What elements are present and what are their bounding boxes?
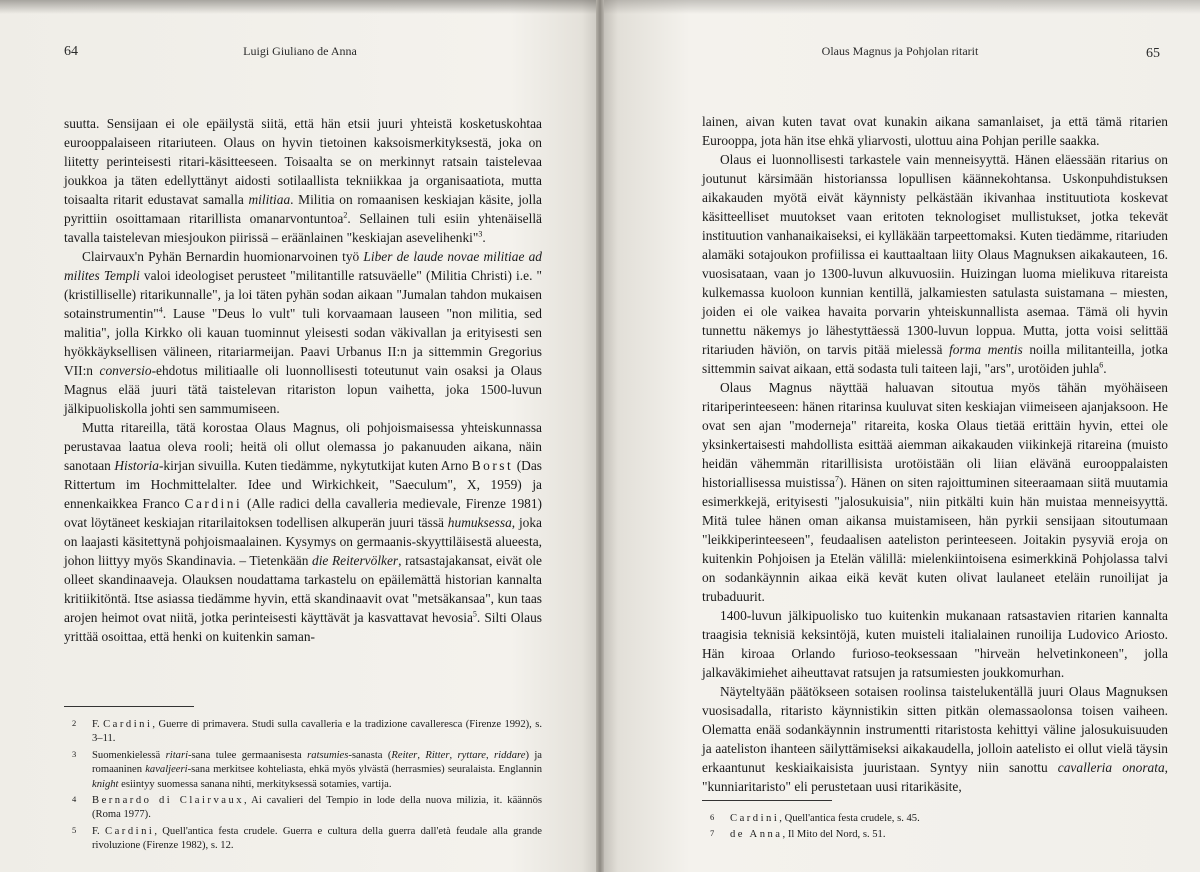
body-text bbox=[702, 112, 1168, 796]
paragraph: suutta. Sensijaan ei ole epäilystä siitä, että hän etsii juuri yhteistä kosketuskohtaa eurooppalaiseen ritariuteen. Olaus on hyvin tietoinen kaksoismerkityksestä, joka on liitetty perinteisesti ritari-käsitteeseen. Toisaalta se on merkinnyt ratsain taistelevaa joukkoa ja täten edellyttänyt aidosti sotilaallista tekniikkaa ja organisaatiota, mutta toisaalta ritarit edustavat samalla militiaa. Militia on romaanisen keskiajan käsite, jolla pyrittiin osoittamaan ritarillista omanarvontuntoa$^2$. Sellainen tuli esiin yhtenäisellä tavalla taistelevan miesjoukon piirissä – eräänlainen "keskiajan asevelihenki"$^3$. bbox=[64, 116, 542, 245]
footnote-number: 3 bbox=[72, 748, 77, 759]
footnote-text: de Anna, Il Mito del Nord, s. 51. bbox=[730, 829, 886, 841]
footnote-ref: 5 bbox=[472, 609, 477, 619]
italic-text: riddare bbox=[494, 749, 526, 761]
spaced-name: Cardini bbox=[103, 719, 153, 730]
footnotes bbox=[64, 718, 542, 856]
footnote bbox=[64, 794, 542, 823]
spaced-name: Cardini bbox=[730, 813, 780, 824]
footnote-ref: 3 bbox=[478, 229, 483, 239]
footnote-rule bbox=[64, 706, 194, 707]
page-number: 64 bbox=[64, 44, 78, 59]
page-number: 65 bbox=[1146, 46, 1160, 61]
spaced-name: Bernardo di Clairvaux bbox=[92, 795, 245, 807]
paragraph: Olaus Magnus näyttää haluavan sitoutua myös tähän myöhäiseen ritariperinteeseen: hänen ritarinsa kuuluvat siten keskiajan viimeiseen ajanjaksoon. He ovat sen ajan "moderneja" ritareita, koska Olaus tietää erittäin hyvin, ettei ole yksinkertaisesti mahdollista esittää aiemman aikakauden viikinkejä ritareina (muisto heidän vähemmän ritarillisista urotöistään oli liian elävänä eurooppalaisten historiallisessa muistissa$^7$). Hänen on siten rajoittuminen siteeraamaan siitä muutamia esimerkkejä, erityisesti "jalosukuisia", niin pitkälti kuin hän muistaa menneisyyttä. Mitä tulee hänen oman aikansa muistamiseen, hän pyrkii sensijaan sitoutumaan "leikkiperinteeseen", feudaalisen aateliston perinteeseen. Joitakin pysyviä eroja on kuitenkin Pohjoisen ja Etelän välillä: mielenkiintoisena esimerkkinä Pohjolassa talvi on sodankäynnin aikaa eikä kevät kuten olivat laulaneet eteläin runoilijat ja trubaduurit. bbox=[702, 380, 1169, 604]
footnote-number: 5 bbox=[72, 824, 77, 835]
paragraph: lainen, aivan kuten tavat ovat kunakin aikana samanlaiset, ja että tämä ritarien Eurooppa, jota hän itse ehkä yliarvosti, ulottuu aina Pohjan perille saakka. bbox=[702, 114, 1168, 148]
italic-text: die Reitervölker bbox=[312, 553, 399, 568]
footnote bbox=[64, 825, 542, 854]
italic-text: ratsumies bbox=[307, 749, 349, 761]
italic-text: Ritter bbox=[425, 749, 450, 761]
spaced-name: Cardini bbox=[184, 496, 243, 511]
italic-text: cavalleria onorata bbox=[1057, 760, 1165, 775]
top-shadow bbox=[0, 0, 600, 14]
footnote-text: Cardini, Quell'antica festa crudele, s. 45. bbox=[730, 813, 920, 824]
footnote-number: 4 bbox=[72, 794, 77, 805]
paragraph: Olaus ei luonnollisesti tarkastele vain menneisyyttä. Hänen eläessään ritarius on joutunut kärsimään historianssa lopullisen käännekohtansa. Uskonpuhdistuksen aikakauden myötä eivät käynnisty pelkästään ikivanhaa instituutiota koskevat käsitteelliset muutokset vaan eritoten teknologiset mullistukset, jotka tekevät instituution vanhanaikaiseksi, ei kylläkään tarpeettomaksi. Kuten tiedämme, ritariuden alamäki sotajoukon profiilissa ei kauttaaltaan liity Olaus Magnuksen aikakauteen, 16. vuosisataan, vaan jo 1300-luvun alkuvuosiin. Huizingan luoma mielikuva ritareista kulkemassa kuoloon kunnian kentillä, jalkamiesten satulasta suistamana – miesten, joiden ei ole vaikea havaita porvarin yhteiskunnallista asemaa. Tämä oli hyvin tunnettu näkemys jo lähestyttäessä 1300-luvun loppua. Mutta, jotta voisi selittää ritariuden häviön, on tarvis pitää mielessä forma mentis noilla militanteilla, jotka sittemmin saivat aikaan, että sodasta tuli taiteen laji, "ars", urotöiden juhla$^6$. bbox=[702, 152, 1169, 376]
paragraph: Mutta ritareilla, tätä korostaa Olaus Magnus, oli pohjoismaisessa yhteiskunnassa perustavaa laatua oleva rooli; heitä oli ollut olemassa jo pakanuuden aikana, näin sanotaan Historia-kirjan sivuilla. Kuten tiedämme, nykytutkijat kuten Arno Borst (Das Rittertum im Hochmittelalter. Idee und Wirkichkeit, "Saeculum", X, 1959) ja ennenkaikkea Franco Cardini (Alle radici della cavalleria medievale, Firenze 1981) ovat löytäneet keskiajan ritarilaitoksen todellisen alkuperän juuri tässä humuksessa, joka on laajasti käsitettynä pohjoismaalainen. Kysymys on germaanis-skyyttiläisestä alueesta, johon liittyy myös Skandinavia. – Tietenkään die Reitervölker, ratsastajakansat, eivät ole olleet skandinaaveja. Olauksen noudattama tarkastelu on epäilemättä historian kannalta kritiikitöntä. Itse asiassa tiedämme hyvin, että skandinaavit ovat "metsäkansaa", kun taas arojen heimot ovat niitä, jotka perinteisesti käyttävät ja kasvattavat hevosia$^5$. Silti Olaus yrittää osoittaa, että henki on kuitenkin saman- bbox=[64, 420, 543, 644]
footnote-number: 2 bbox=[72, 718, 77, 728]
footnote-ref: 4 bbox=[158, 305, 163, 315]
book-gutter bbox=[596, 0, 604, 872]
italic-text: ryttare bbox=[457, 749, 486, 761]
footnote-text: F. Cardini, Quell'antica festa crudele. Guerra e cultura della guerra dall'età feudale alla grande rivoluzione (Firenze 1982), s. 12. bbox=[92, 825, 543, 852]
italic-text: militiaa bbox=[248, 192, 291, 207]
italic-text: forma mentis bbox=[949, 342, 1023, 357]
italic-text: conversio bbox=[99, 363, 152, 378]
italic-text: Liber de laude novae militiae ad milites Templi bbox=[64, 249, 542, 283]
italic-text: Historia bbox=[114, 458, 159, 473]
body-text bbox=[64, 114, 542, 646]
spaced-name: de Anna bbox=[730, 829, 783, 841]
footnote bbox=[64, 718, 542, 747]
italic-text: ritari bbox=[165, 749, 189, 761]
footnote bbox=[702, 828, 1168, 842]
footnote-text: Bernardo di Clairvaux, Ai cavalieri del Tempio in lode della nuova milizia, it. käännös (Roma 1977). bbox=[92, 795, 542, 821]
paragraph: Näyteltyään päätökseen sotaisen roolinsa taistelukentällä juuri Olaus Magnuksen vuosisadalla, ritaristo käynnistikin sitten pitkän olemassaolonsa toisen vaiheen. Olematta enää sodankäynnin instrumentti ritaristosta kehittyi väline jalosukuisuuden ja aateliston ihanteen säilyttämiseksi aikakaudella, jolloin aatelisto ei ollut vielä täysin erkaantunut keskiaikaisista juuristaan. Syntyy niin sanottu cavalleria onorata, "kunniaritaristo" eli perustetaan uusi ritarikäsite, bbox=[702, 684, 1168, 794]
running-head: Luigi Giuliano de Anna bbox=[243, 44, 357, 58]
footnote-ref: 2 bbox=[343, 210, 348, 220]
footnote bbox=[702, 812, 1168, 826]
spaced-name: Borst bbox=[471, 458, 514, 473]
running-head: Olaus Magnus ja Pohjolan ritarit bbox=[821, 44, 979, 58]
footnote-ref: 7 bbox=[834, 474, 839, 484]
paragraph: Clairvaux'n Pyhän Bernardin huomionarvoinen työ Liber de laude novae militiae ad milites Templi valoi ideologiset perusteet "militantille ratsuväelle" (Militia Christi) i.e. "(kristilliselle) ritarikunnalle", ja loi täten pyhän sodan aikaan "Jumalan tahdon mukaisen sotainstrumentin"$^4$. Lause "Deus lo vult" tuli korvaamaan lauseen "non militia, sed malitia", jolla Kirkko oli kauan tuominnut yleisesti sodan väkivallan ja erityisesti sen hyökkäyksellisen välineen, ritariarmeijan. Paavi Urbanus II:n ja sittemmin Gregorius VII:n conversio-ehdotus militiaalle oli luonnollisesti toteutunut vain osaksi ja Olaus Magnus elää juuri tätä taistelevan ritariston lopun vaihetta, joka 1500-luvun jälkipuoliskolla johti sen sammumiseen. bbox=[64, 249, 542, 416]
footnote-number: 7 bbox=[710, 828, 715, 839]
right-page bbox=[600, 0, 1200, 872]
paragraph: 1400-luvun jälkipuolisko tuo kuitenkin mukanaan ratsastavien ritarien kannalta traagisia teknisiä keksintöjä, kuten muisteli italialainen runoilija Ludovico Ariosto. Hän kiroaa Orlando furioso-teoksessaan "hirveän helvetinkoneen", jolla jalkaväkimiehet aiheuttavat ratsujen ja ratsumiesten joukkomurhan. bbox=[702, 608, 1168, 680]
footnote-rule bbox=[702, 800, 832, 801]
italic-text: knight bbox=[92, 778, 119, 790]
footnote-ref: 6 bbox=[1099, 360, 1104, 370]
italic-text: humuksessa bbox=[447, 515, 512, 530]
spaced-name: Cardini bbox=[105, 825, 155, 837]
top-shadow bbox=[600, 0, 1200, 14]
footnotes bbox=[702, 812, 1168, 845]
footnote-text: Suomenkielessä ritari-sana tulee germaanisesta ratsumies-sanasta (Reiter, Ritter, ryttare, riddare) ja romaaninen kavaljeeri-sana merkitsee kohteliasta, ehkä myös ylvästä (herrasmies) seuralaista. Englannin knight esiintyy suomessa sanana nihti, merkityksessä sotamies, vartija. bbox=[92, 749, 543, 790]
italic-text: Reiter bbox=[391, 749, 418, 761]
footnote-text: F. Cardini, Guerre di primavera. Studi sulla cavalleria e la tradizione cavalleresca (Firenze 1992), s. 3–11. bbox=[92, 719, 542, 745]
italic-text: kavaljeeri bbox=[145, 764, 188, 776]
footnote-number: 6 bbox=[710, 812, 715, 822]
footnote bbox=[64, 749, 542, 792]
